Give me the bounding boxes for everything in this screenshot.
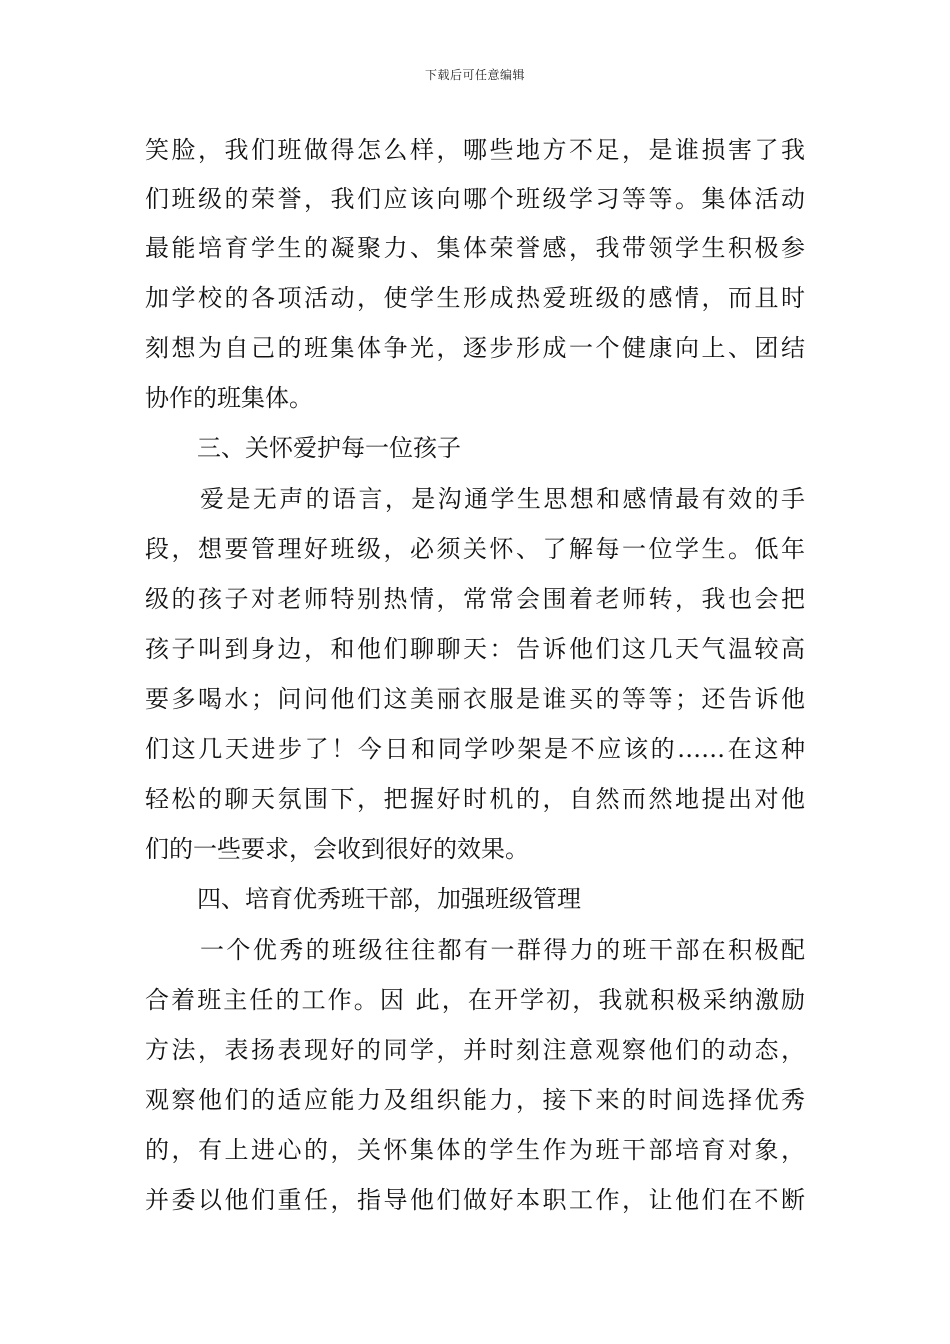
paragraph-line: 们班级的荣誉，我们应该向哪个班级学习等等。集体活动 — [145, 185, 805, 213]
paragraph-line: 的，有上进心的，关怀集体的学生作为班干部培育对象， — [145, 1136, 805, 1164]
paragraph-line: 协作的班集体。 — [145, 384, 313, 412]
paragraph-line: 段，想要管理好班级，必须关怀、了解每一位学生。低年 — [145, 535, 805, 563]
paragraph-line: 加学校的各项活动，使学生形成热爱班级的感情，而且时 — [145, 284, 805, 312]
paragraph-line: 刻想为自己的班集体争光，逐步形成一个健康向上、团结 — [145, 334, 805, 362]
section-heading: 三、关怀爱护每一位孩子 — [197, 434, 461, 462]
page-header: 下载后可任意编辑 — [424, 68, 525, 82]
paragraph-line: 轻松的聊天氛围下，把握好时机的，自然而然地提出对他 — [145, 785, 805, 813]
paragraph-line: 观察他们的适应能力及组织能力，接下来的时间选择优秀 — [145, 1086, 805, 1114]
paragraph-line: 们这几天进步了！今日和同学吵架是不应该的……在这种 — [145, 735, 805, 763]
paragraph-line: 合着班主任的工作。因 此，在开学初，我就积极采纳激励 — [145, 986, 805, 1014]
paragraph-line: 一个优秀的班级往往都有一群得力的班干部在积极配 — [200, 936, 805, 964]
paragraph-line: 笑脸，我们班做得怎么样，哪些地方不足，是谁损害了我 — [145, 136, 805, 164]
paragraph-line: 方法，表扬表现好的同学，并时刻注意观察他们的动态， — [145, 1036, 805, 1064]
paragraph-line: 最能培育学生的凝聚力、集体荣誉感，我带领学生积极参 — [145, 234, 805, 262]
paragraph-line: 级的孩子对老师特别热情，常常会围着老师转，我也会把 — [145, 585, 805, 613]
section-heading: 四、培育优秀班干部，加强班级管理 — [197, 885, 581, 913]
paragraph-line: 要多喝水；问问他们这美丽衣服是谁买的等等；还告诉他 — [145, 685, 805, 713]
paragraph-line: 们的一些要求，会收到很好的效果。 — [145, 835, 529, 863]
paragraph-line: 并委以他们重任，指导他们做好本职工作，让他们在不断 — [145, 1186, 805, 1214]
paragraph-line: 爱是无声的语言，是沟通学生思想和感情最有效的手 — [200, 485, 805, 513]
paragraph-line: 孩子叫到身边，和他们聊聊天：告诉他们这几天气温较高 — [145, 635, 805, 663]
